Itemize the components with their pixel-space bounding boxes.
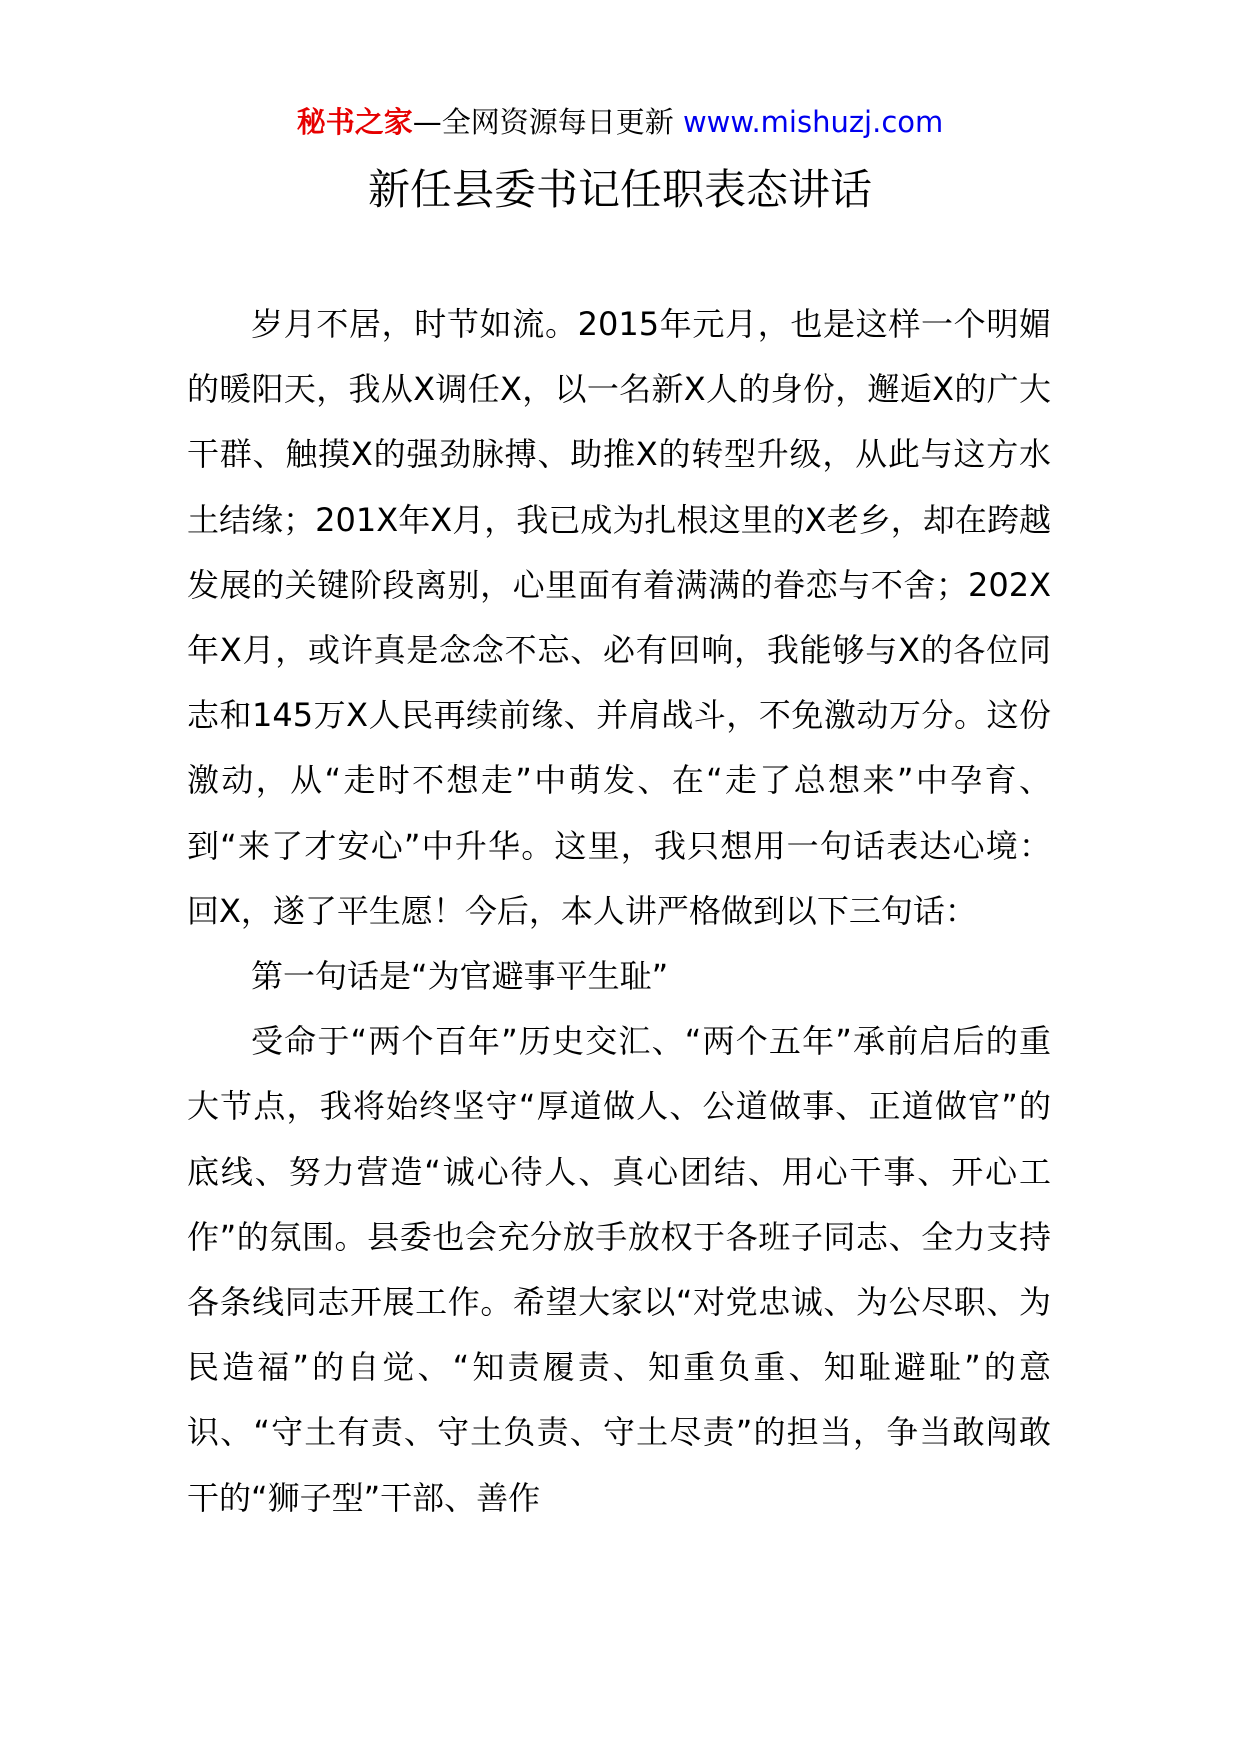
site-link[interactable]: www.mishuzj.com (682, 105, 944, 139)
document-title: 新任县委书记任职表态讲话 (367, 165, 872, 214)
paragraph-intro: 岁月不居，时节如流。2015年元月，也是这样一个明媚的暖阳天，我从X调任X，以一名新X人的身份，邂逅X的广大干群、触摸X的强劲脉搏、助推X的转型升级，从此与这方水土结缘；201X年X月，我已成为扎根这里的X老乡，却在跨越发展的关键阶段离别，心里面有着满满的眷恋与不舍；202X年X月，或许真是念念不忘、必有回响，我能够与X的各位同志和145万X人民再续前缘、并肩战斗，不免激动万分。这份激动，从“走时不想走”中萌发、在“走了总想来”中孕育、到“来了才安心”中升华。这里，我只想用一句话表达心境：回X，遂了平生愿！今后，本人讲严格做到以下三句话： (187, 305, 1051, 930)
brand-name: 秘书之家 (296, 105, 413, 139)
slogan-text: 全网资源每日更新 (441, 105, 683, 139)
header-banner (0, 100, 1240, 144)
paragraph-section-1: 受命于“两个百年”历史交汇、“两个五年”承前启后的重大节点，我将始终坚守“厚道做人、公道做事、正道做官”的底线、努力营造“诚心待人、真心团结、用心干事、开心工作”的氛围。县委也会充分放手放权于各班子同志、全力支持各条线同志开展工作。希望大家以“对党忠诚、为公尽职、为民造福”的自觉、“知责履责、知重负重、知耻避耻”的意识、“守土有责、守土负责、守土尽责”的担当，争当敢闯敢干的“狮子型”干部、善作 (187, 1022, 1051, 1517)
document-body (187, 292, 1051, 1531)
section-heading-1: 第一句话是“为官避事平生耻” (251, 957, 669, 996)
brand-separator: — (412, 105, 442, 139)
